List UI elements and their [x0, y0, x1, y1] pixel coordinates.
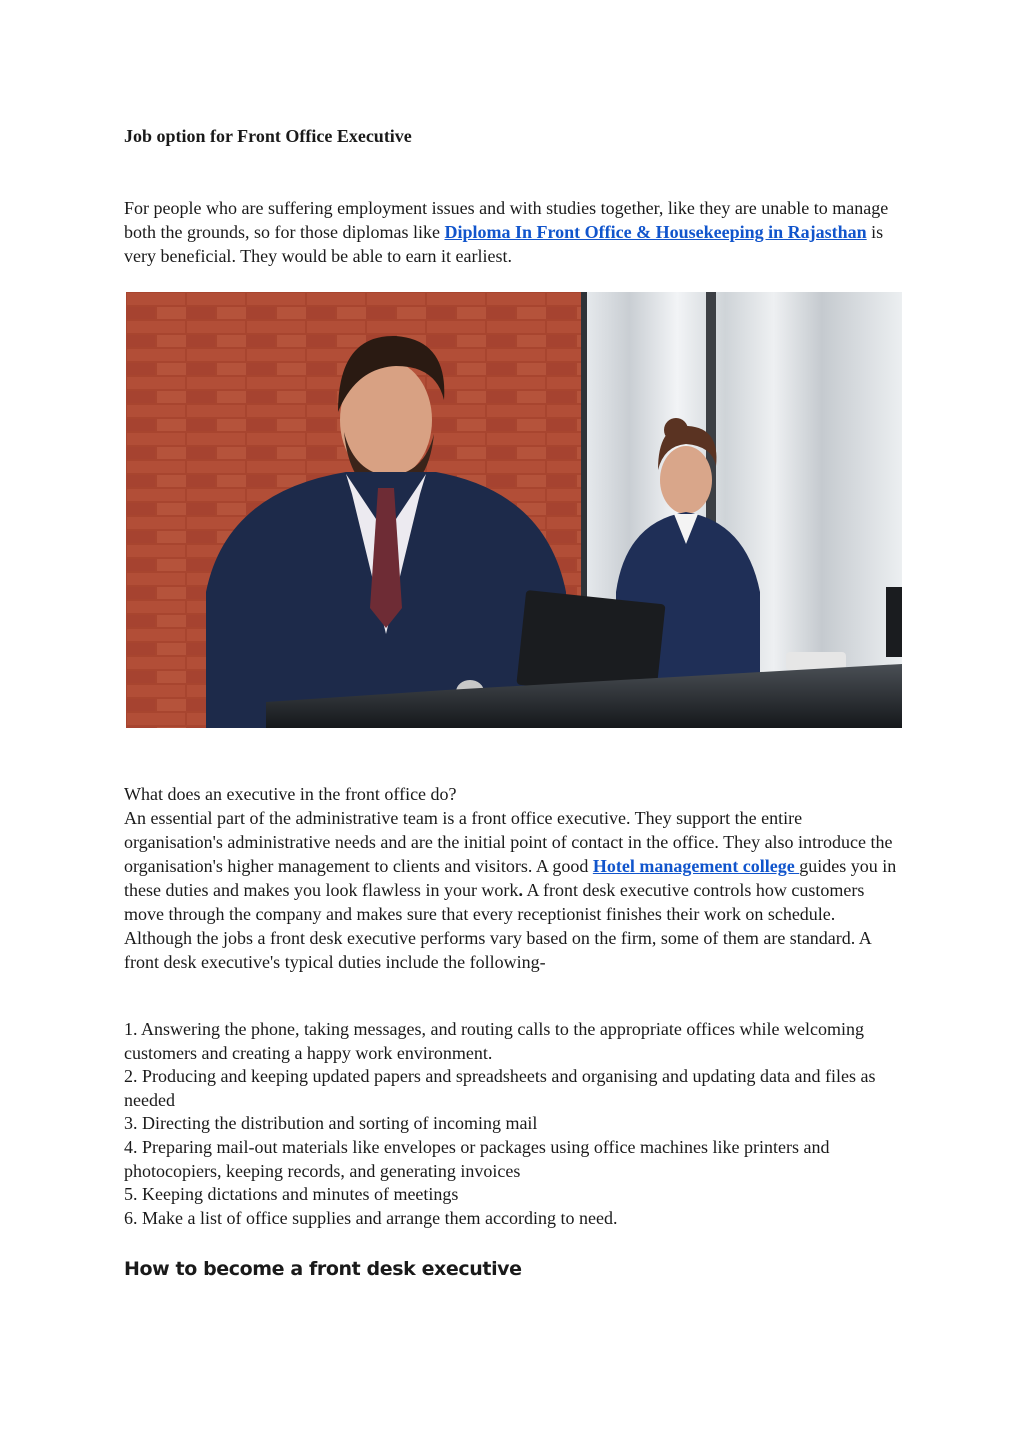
page-title: Job option for Front Office Executive	[124, 126, 412, 146]
list-item: 6. Make a list of office supplies and arrange them according to need.	[124, 1207, 618, 1228]
diploma-link[interactable]: Diploma In Front Office & Housekeeping in Rajasthan	[444, 222, 867, 242]
hotel-management-link[interactable]: Hotel management college	[592, 856, 800, 876]
intro-paragraph	[124, 196, 904, 268]
para1-bold-dot: .	[518, 880, 523, 900]
para1-text-before: An essential part of the administrative team is a front office executive. They support the entire organisation's administrative needs and are the initial point of contact in the office. They also introduce the organisation's higher management to clients and visitors. A good	[124, 808, 893, 876]
duties-list	[124, 1018, 904, 1230]
front-desk-executives-photo-icon	[126, 292, 902, 728]
list-item: 5. Keeping dictations and minutes of meetings	[124, 1184, 459, 1205]
section-heading: How to become a front desk executive	[124, 1258, 522, 1280]
intro-text-before: For people who are suffering employment issues and with studies together, like they are unable to manage both the grounds, so for those diplomas like	[124, 198, 889, 242]
para1-text-mid: guides you in these duties and makes you look flawless in your work	[124, 856, 897, 900]
list-item: 4. Preparing mail-out materials like envelopes or packages using office machines like printers and photocopiers, keeping records, and generating invoices	[124, 1136, 830, 1181]
list-item: 1. Answering the phone, taking messages, and routing calls to the appropriate offices while welcoming customers and creating a happy work environment.	[124, 1019, 864, 1063]
body-text	[124, 782, 904, 974]
duties-paragraph	[124, 806, 904, 974]
para1-text-after: A front desk executive controls how customers move through the company and makes sure that every receptionist finishes their work on schedule. Although the jobs a front desk executive performs vary based on the firm, some of them are standard. A front desk executive's typical duties include the following-	[124, 880, 871, 972]
intro-text-after: is very beneficial. They would be able to earn it earliest.	[124, 222, 884, 266]
list-item: 3. Directing the distribution and sorting of incoming mail	[124, 1113, 538, 1134]
front-desk-photo	[126, 292, 902, 728]
list-item: 2. Producing and keeping updated papers and spreadsheets and organising and updating data and files as needed	[124, 1066, 876, 1110]
section-question: What does an executive in the front office do?	[124, 784, 457, 804]
